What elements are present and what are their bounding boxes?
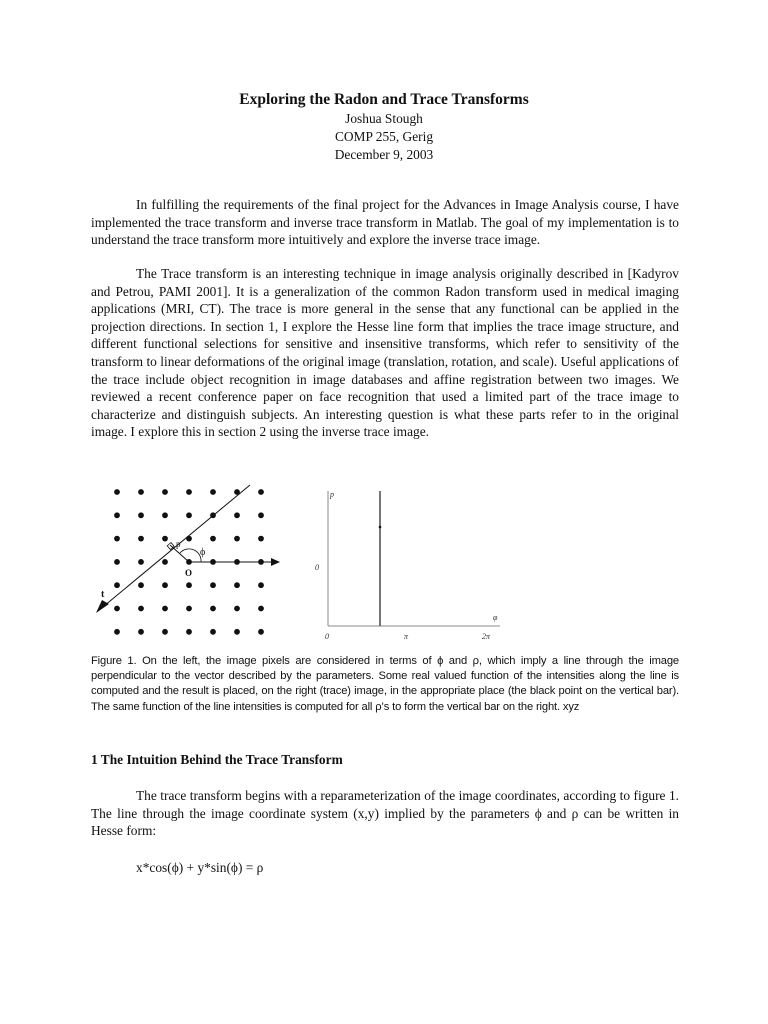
pixel-dot xyxy=(186,629,192,635)
trace-y-axis-label: p xyxy=(330,490,334,499)
trace-y-zero-label: 0 xyxy=(315,563,319,572)
pixel-dot xyxy=(210,536,216,542)
pixel-dot xyxy=(114,512,120,518)
pixel-dot xyxy=(258,489,264,495)
intro-paragraph-1 xyxy=(91,196,679,249)
pixel-dot xyxy=(186,536,192,542)
pixel-dot xyxy=(258,582,264,588)
pixel-dot xyxy=(234,582,240,588)
pixel-dot xyxy=(138,536,144,542)
pixel-dot xyxy=(162,582,168,588)
pixel-dot xyxy=(234,512,240,518)
trace-x-2pi-label: 2π xyxy=(482,632,491,641)
pixel-dot xyxy=(138,629,144,635)
pixel-dot xyxy=(186,582,192,588)
pixel-dot xyxy=(234,536,240,542)
pixel-dot xyxy=(258,512,264,518)
course-info: COMP 255, Gerig xyxy=(334,129,434,144)
section-paragraph xyxy=(91,787,679,840)
phi-label: ϕ xyxy=(200,547,206,558)
pixel-dot xyxy=(162,512,168,518)
pixel-dot xyxy=(138,512,144,518)
x-axis-arrowhead xyxy=(271,558,280,566)
pixel-dot xyxy=(234,606,240,612)
projection-line-arrowhead-2 xyxy=(96,600,109,613)
author-name: Joshua Stough xyxy=(345,111,423,126)
pixel-dot xyxy=(114,489,120,495)
paper-date: December 9, 2003 xyxy=(334,147,434,162)
intro-paragraph-2 xyxy=(91,265,679,441)
trace-x-pi-label: π xyxy=(404,632,409,641)
paper-header xyxy=(0,90,768,164)
pixel-dot xyxy=(210,629,216,635)
pixel-dot xyxy=(234,629,240,635)
origin-label: O xyxy=(185,568,193,578)
pixel-dot xyxy=(210,582,216,588)
pixel-dot xyxy=(258,629,264,635)
pixel-dot xyxy=(186,489,192,495)
pixel-dot xyxy=(114,582,120,588)
pixel-dot xyxy=(162,536,168,542)
hesse-equation: x*cos(ϕ) + y*sin(ϕ) = ρ xyxy=(136,860,264,875)
rho-label: p xyxy=(176,539,181,549)
pixel-dot xyxy=(258,536,264,542)
section-heading: 1 The Intuition Behind the Trace Transform xyxy=(91,752,343,767)
pixel-dot xyxy=(138,606,144,612)
trace-point xyxy=(379,526,382,529)
paragraph-text: The Trace transform is an interesting technique in image analysis originally described in [Kadyrov and Petrou, PAMI 2001]. It is a generalization of the common Radon transform used in medical imaging applications (MRI, CT). The trace is more general in the sense that any functional can be applied in the projection directions. In section 1, I explore the Hesse line form that implies the trace image structure, and different functional selections for sensitive and insensitive transforms, which refer to sensitivity of the transform to linear deformations of the original image (translation, rotation, and scale). Useful applications of the trace include object recognition in image databases and affine registration between two images. We reviewed a recent conference paper on face recognition that used a limited part of the trace image to characterize and distinguish subjects. An interesting question is what these parts refer to in the original image. I explore this in section 2 using the inverse trace image. xyxy=(91,266,679,440)
pixel-dot xyxy=(210,489,216,495)
pixel-dot xyxy=(162,489,168,495)
pixel-dot xyxy=(138,559,144,565)
pixel-dot xyxy=(186,606,192,612)
pixel-dot xyxy=(162,629,168,635)
pixel-dot xyxy=(186,512,192,518)
figure-caption: Figure 1. On the left, the image pixels are considered in terms of ϕ and ρ, which imply a line through the image perpendicular to the vector described by the parameters. Some real valued function of the intensities along the line is computed and the result is placed, on the right (trace) image, in the appropriate place (the black point on the vertical bar). The same function of the line intensities is computed for all ρ’s to form the vertical bar on the right. xyz xyxy=(91,655,679,713)
figure-1 xyxy=(88,478,508,648)
paragraph-text: The trace transform begins with a reparameterization of the image coordinates, according to figure 1. The line through the image coordinate system (x,y) implied by the parameters ϕ and ρ can be written in Hesse form: xyxy=(91,788,679,839)
trace-x-zero-label: 0 xyxy=(325,632,329,641)
trace-x-axis-label: φ xyxy=(493,613,498,622)
pixel-dot xyxy=(114,629,120,635)
paragraph-text: In fulfilling the requirements of the final project for the Advances in Image Analysis course, I have implemented the trace transform and inverse trace transform in Matlab. The goal of my implementation is to understand the trace transform more intuitively and explore the inverse trace image. xyxy=(91,197,679,248)
pixel-dot xyxy=(162,559,168,565)
pixel-dot xyxy=(162,606,168,612)
pixel-dot xyxy=(258,606,264,612)
t-label: t xyxy=(101,589,105,600)
pixel-dot xyxy=(138,489,144,495)
pixel-dot xyxy=(114,559,120,565)
pixel-dot xyxy=(210,606,216,612)
pixel-dot xyxy=(138,582,144,588)
pixel-dot xyxy=(114,606,120,612)
pixel-dot xyxy=(114,536,120,542)
paper-title: Exploring the Radon and Trace Transforms xyxy=(239,91,529,108)
